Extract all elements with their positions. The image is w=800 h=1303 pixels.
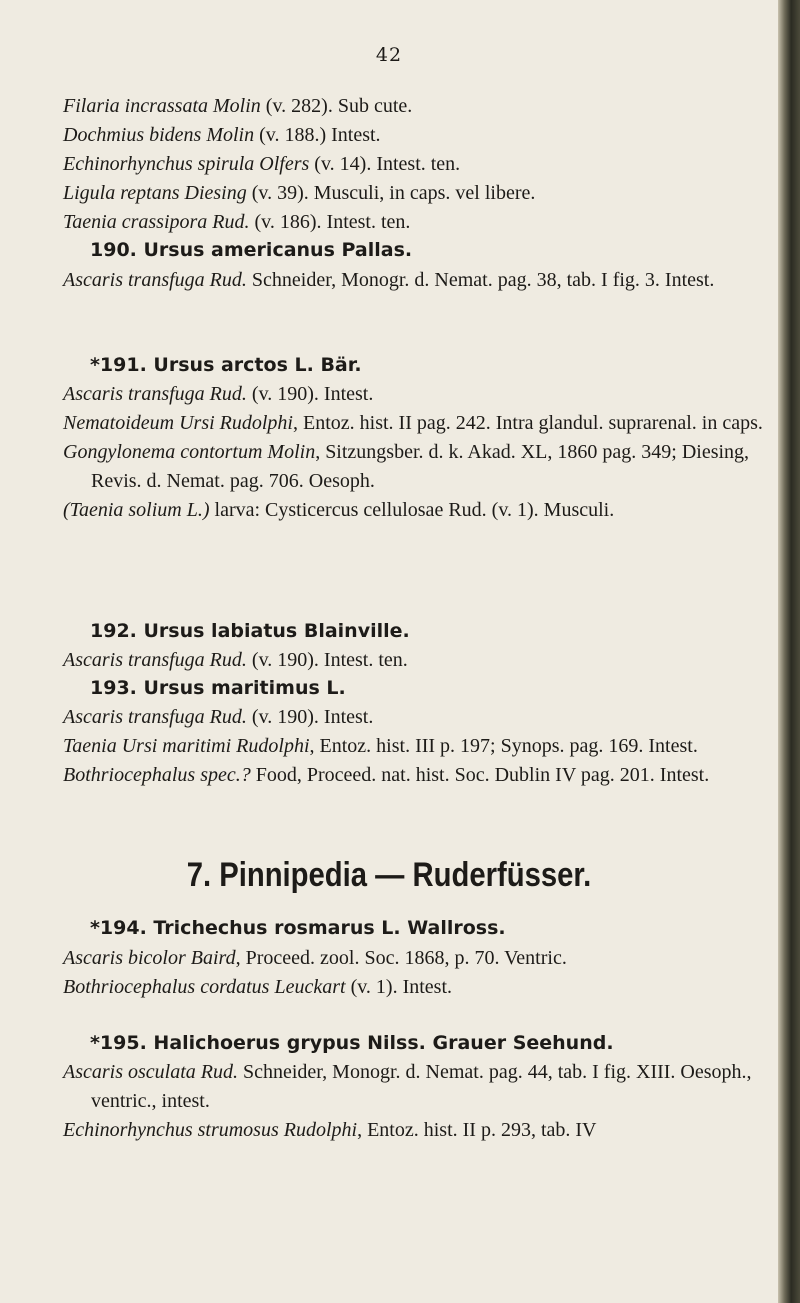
parasite-entries — [63, 380, 763, 525]
parasite-entry — [63, 732, 763, 761]
parasite-name: Ascaris transfuga Rud. — [63, 706, 247, 728]
parasite-name: Taenia crassipora Rud. — [63, 211, 250, 233]
page-number: 42 — [375, 44, 403, 66]
parasite-name: Ascaris transfuga Rud. — [63, 383, 247, 405]
species-heading: *195. Halichoerus grypus Nilss. Grauer Seehund. — [90, 1032, 614, 1054]
parasite-entries — [63, 944, 763, 1002]
parasite-name: Ligula reptans Diesing — [63, 182, 247, 204]
parasite-entry — [63, 150, 763, 179]
parasite-reference: , Sitzungsber. d. k. Akad. XL, 1860 pag. 349; Diesing, Revis. d. Nemat. pag. 706. Oesoph. — [91, 441, 750, 492]
parasite-name: Gongylonema contortum Molin — [63, 441, 316, 463]
parasite-entry — [63, 208, 763, 237]
parasite-entry — [63, 438, 763, 496]
parasite-name: Taenia Ursi maritimi Rudolphi — [63, 735, 310, 757]
parasite-entry — [63, 944, 763, 973]
parasite-reference: Schneider, Monogr. d. Nemat. pag. 44, tab. I fig. XIII. Oesoph., ventric., intest. — [91, 1061, 752, 1112]
parasite-entry — [63, 646, 763, 675]
parasite-reference: Schneider, Monogr. d. Nemat. pag. 38, tab. I fig. 3. Intest. — [246, 269, 715, 291]
parasite-entry — [63, 703, 763, 732]
parasite-name: Echinorhynchus spirula Olfers — [63, 153, 310, 175]
parasite-entry — [63, 496, 763, 525]
parasite-name: (Taenia solium L.) — [63, 499, 210, 521]
parasite-reference: , Entoz. hist. III p. 197; Synops. pag. 169. Intest. — [309, 735, 698, 757]
parasite-reference: , Proceed. zool. Soc. 1868, p. 70. Ventric. — [235, 947, 567, 969]
parasite-name: Bothriocephalus cordatus Leuckart — [63, 976, 346, 998]
parasite-entries — [63, 703, 763, 790]
parasite-reference: (v. 39). Musculi, in caps. vel libere. — [246, 182, 536, 204]
parasite-name: Ascaris osculata Rud. — [63, 1061, 238, 1083]
parasite-name: Nematoideum Ursi Rudolphi — [63, 412, 293, 434]
parasite-entry — [63, 266, 763, 295]
parasite-entries — [63, 646, 763, 675]
parasite-entry — [63, 973, 763, 1002]
parasite-entry — [63, 92, 763, 121]
parasite-name: Filaria incrassata Molin — [63, 95, 261, 117]
parasite-name: Echinorhynchus strumosus Rudolphi — [63, 1119, 358, 1141]
parasite-name: Ascaris bicolor Baird — [63, 947, 236, 969]
parasite-reference: (v. 282). Sub cute. — [260, 95, 413, 117]
parasite-reference: (v. 190). Intest. — [246, 706, 374, 728]
parasite-entries — [63, 92, 763, 237]
parasite-entry — [63, 179, 763, 208]
parasite-reference: , Entoz. hist. II pag. 242. Intra glandul. suprarenal. in caps. — [293, 412, 763, 434]
species-heading: *191. Ursus arctos L. Bär. — [90, 354, 362, 376]
species-heading: 190. Ursus americanus Pallas. — [90, 239, 413, 261]
parasite-reference: (v. 1). Intest. — [345, 976, 453, 998]
parasite-name: Ascaris transfuga Rud. — [63, 269, 247, 291]
parasite-reference: (v. 188.) Intest. — [254, 124, 381, 146]
parasite-name: Dochmius bidens Molin — [63, 124, 255, 146]
parasite-entry — [63, 380, 763, 409]
parasite-reference: , Entoz. hist. II p. 293, tab. IV — [357, 1119, 597, 1141]
species-heading: *194. Trichechus rosmarus L. Wallross. — [90, 917, 506, 939]
parasite-entries — [63, 1058, 763, 1145]
parasite-entry — [63, 1116, 763, 1145]
species-heading: 192. Ursus labiatus Blainville. — [90, 620, 410, 642]
page-edge — [778, 0, 800, 1303]
parasite-reference: (v. 190). Intest. ten. — [246, 649, 408, 671]
parasite-reference: larva: Cysticercus cellulosae Rud. (v. 1). Musculi. — [209, 499, 615, 521]
parasite-entry — [63, 409, 763, 438]
parasite-entries — [63, 266, 763, 295]
parasite-name: Bothriocephalus spec.? — [63, 764, 251, 786]
parasite-reference: (v. 186). Intest. ten. — [249, 211, 411, 233]
parasite-reference: Food, Proceed. nat. hist. Soc. Dublin IV pag. 201. Intest. — [250, 764, 710, 786]
section-heading: 7. Pinnipedia — Ruderfüsser. — [186, 856, 592, 894]
species-heading: 193. Ursus maritimus L. — [90, 677, 346, 699]
parasite-entry — [63, 1058, 763, 1116]
parasite-entry — [63, 121, 763, 150]
parasite-reference: (v. 190). Intest. — [246, 383, 374, 405]
parasite-entry — [63, 761, 763, 790]
parasite-name: Ascaris transfuga Rud. — [63, 649, 247, 671]
parasite-reference: (v. 14). Intest. ten. — [309, 153, 461, 175]
